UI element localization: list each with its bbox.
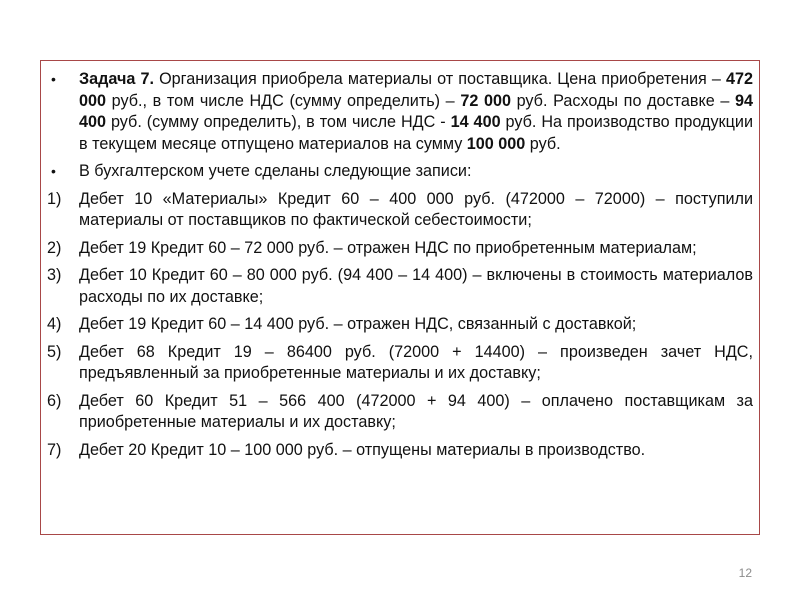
task-title: Задача 7. bbox=[79, 70, 154, 88]
entry-item bbox=[47, 238, 753, 260]
task-delivery: 94 400 bbox=[79, 91, 753, 131]
entry-text: Дебет 60 Кредит 51 – 566 400 (472000 + 94 400) – оплачено поставщикам за приобретенные материалы и их доставку; bbox=[79, 391, 753, 431]
task-text-part: Организация приобрела материалы от поставщика. Цена приобретения – bbox=[154, 70, 726, 88]
intro-item bbox=[47, 161, 753, 183]
task-released: 100 000 bbox=[466, 134, 526, 153]
task-text-part: руб. (сумму определить), в том числе НДС - bbox=[106, 113, 451, 131]
page-number: 12 bbox=[738, 566, 752, 580]
entry-text: Дебет 10 Кредит 60 – 80 000 руб. (94 400 – 14 400) – включены в стоимость материалов расходы по их доставке; bbox=[79, 266, 753, 306]
entry-item bbox=[47, 265, 753, 308]
entry-number: 7) bbox=[47, 440, 62, 459]
entry-item bbox=[47, 440, 753, 462]
entry-number: 3) bbox=[47, 266, 62, 284]
bullet-marker: • bbox=[51, 163, 56, 179]
task-item bbox=[47, 69, 753, 155]
task-price: 472 000 bbox=[79, 70, 753, 110]
task-text-part: руб., в том числе НДС (сумму определить) – bbox=[106, 91, 461, 110]
entry-item bbox=[47, 391, 753, 434]
entry-text: Дебет 19 Кредит 60 – 14 400 руб. – отражен НДС, связанный с доставкой; bbox=[79, 315, 637, 333]
entry-number: 4) bbox=[47, 315, 62, 333]
entry-item bbox=[47, 189, 753, 232]
entry-number: 5) bbox=[47, 342, 62, 361]
entry-item bbox=[47, 314, 753, 336]
task-text-part: руб. Расходы по доставке – bbox=[510, 91, 735, 110]
task-delivery-vat: 14 400 bbox=[450, 113, 501, 131]
bullet-marker: • bbox=[51, 71, 56, 87]
task-vat: 72 000 bbox=[460, 91, 511, 110]
entry-number: 2) bbox=[47, 238, 62, 257]
task-text bbox=[79, 70, 753, 153]
task-text-part: руб. bbox=[525, 134, 561, 153]
entry-text: Дебет 68 Кредит 19 – 86400 руб. (72000 + 14400) – произведен зачет НДС, предъявленный за приобретенные материалы и их доставку; bbox=[79, 342, 753, 382]
entry-text: Дебет 19 Кредит 60 – 72 000 руб. – отражен НДС по приобретенным материалам; bbox=[79, 238, 697, 257]
entry-number: 6) bbox=[47, 391, 62, 410]
entry-text: Дебет 20 Кредит 10 – 100 000 руб. – отпущены материалы в производство. bbox=[79, 440, 646, 459]
entry-text: Дебет 10 «Материалы» Кредит 60 – 400 000 руб. (472000 – 72000) – поступили материалы от поставщиков по фактической себестоимости; bbox=[79, 189, 753, 229]
task-text-part: руб. На производство продукции в текущем месяце отпущено материалов на сумму bbox=[79, 113, 753, 153]
entry-number: 1) bbox=[47, 189, 62, 208]
intro-text: В бухгалтерском учете сделаны следующие записи: bbox=[79, 162, 472, 180]
content-box bbox=[40, 60, 760, 535]
entry-item bbox=[47, 342, 753, 385]
